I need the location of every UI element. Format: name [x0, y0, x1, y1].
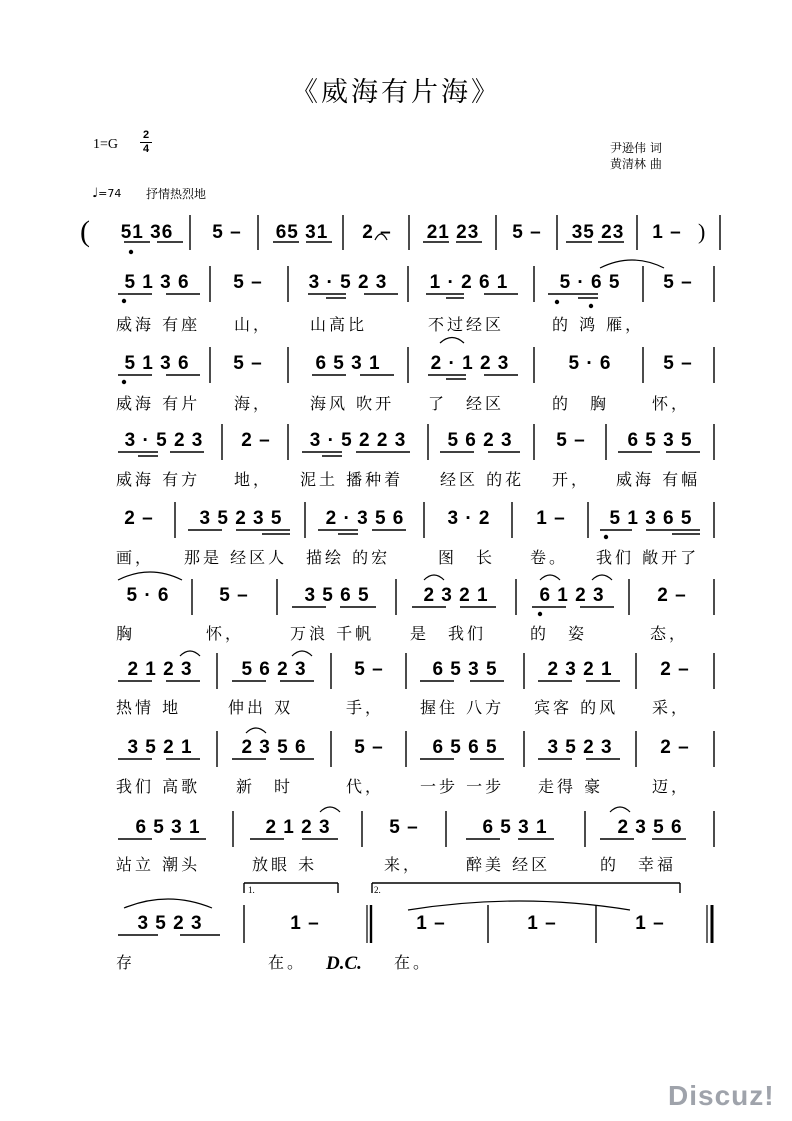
lyric: 握住 八方: [420, 698, 505, 717]
measure: 2 3 5 6: [241, 737, 307, 758]
lyric: 放眼 未: [252, 855, 318, 874]
measure: 5 –: [389, 817, 419, 838]
measure: 2 –: [362, 222, 392, 243]
measure: 5 · 6: [568, 353, 612, 374]
lyric: 山高比: [310, 315, 368, 334]
measure: 5 –: [556, 430, 586, 451]
measure: 6 5 3 1: [135, 817, 201, 838]
measure: 5 –: [663, 353, 693, 374]
measure: 5 · 6 5: [559, 272, 621, 293]
repeat-paren-left: (: [80, 215, 90, 248]
composer: 黄清林 曲: [610, 157, 662, 171]
measure: 2 –: [660, 737, 690, 758]
measure: 1 –: [536, 508, 566, 529]
measure: 5 –: [233, 353, 263, 374]
repeat-paren-right: ): [698, 219, 706, 244]
measure: 21 23: [426, 222, 480, 243]
lyric: 迈，: [652, 777, 691, 796]
lyric: 经区 的花: [440, 470, 525, 489]
measure: 3 · 5 2 3: [124, 430, 204, 451]
credits: [610, 140, 662, 172]
da-capo-mark: D.C.: [326, 953, 362, 974]
lyric: 在。: [394, 953, 433, 972]
measure: 3 5 2 1: [127, 737, 193, 758]
measure: 1 –: [290, 913, 320, 934]
lyric: 胸: [116, 624, 136, 643]
measure: 6 5 3 1: [315, 353, 381, 374]
lyric: 站立 潮头: [116, 855, 201, 874]
lyric: 威海 有幅: [616, 470, 701, 489]
lyric: 卷。: [530, 548, 569, 567]
lyric: 怀，: [206, 624, 245, 643]
key-signature: 1=G: [93, 137, 119, 152]
measure: 1 –: [416, 913, 446, 934]
lyric: 的 鸿 雁，: [552, 315, 645, 334]
lyricist: 尹逊伟 词: [610, 141, 662, 155]
measure: 3 · 5 2 3: [308, 272, 388, 293]
measure: 2 · 3 5 6: [325, 508, 405, 529]
measure: 3 · 5 2 2 3: [309, 430, 407, 451]
lyric: 是 我们: [410, 624, 487, 643]
lyric: 宾客 的风: [534, 698, 619, 717]
tempo-marking: ♩=74: [92, 186, 122, 201]
quarter-note-icon: ♩: [92, 186, 99, 201]
lyric: 在。: [268, 953, 307, 972]
measure: 2 3 2 1: [423, 585, 489, 606]
lyric: 不过经区: [428, 315, 505, 334]
lyric: 的 幸福: [600, 855, 677, 874]
lyric: 新 时: [236, 777, 294, 796]
measure: 5 1 3 6: [124, 272, 190, 293]
measure: 6 5 3 1: [482, 817, 548, 838]
measure: 2 –: [124, 508, 154, 529]
measure: 35 23: [571, 222, 625, 243]
lyric: 手，: [346, 698, 385, 717]
measure: 3 · 2: [447, 508, 491, 529]
lyric: 采，: [652, 698, 691, 717]
measure: 5 6 2 3: [447, 430, 513, 451]
measure: 5 –: [354, 659, 384, 680]
measure: 5 –: [663, 272, 693, 293]
measure: 51 36: [120, 222, 174, 243]
lyric: 那是 经区人: [184, 548, 288, 567]
volta-1-label: 1.: [248, 885, 255, 895]
measure: 2 · 1 2 3: [430, 353, 510, 374]
lyric: 的 胸: [552, 394, 610, 413]
measure: 5 –: [233, 272, 263, 293]
lyric: 开，: [552, 470, 591, 489]
lyric: 海，: [234, 394, 273, 413]
lyric: 威海 有座: [116, 315, 201, 334]
measure: 2 3 2 1: [547, 659, 613, 680]
lyric: 泥土 播种着: [300, 470, 404, 489]
measure: 5 –: [512, 222, 542, 243]
measure: 2 –: [241, 430, 271, 451]
lyric: 醉美 经区: [466, 855, 551, 874]
lyric: 我们 敞开了: [596, 548, 700, 567]
lyric: 了 经区: [428, 394, 505, 413]
lyric: 威海 有方: [116, 470, 201, 489]
measure: 5 6 2 3: [241, 659, 307, 680]
lyric: 威海 有片: [116, 394, 201, 413]
time-signature: 2 4: [140, 130, 152, 155]
lyric: 伸出 双: [228, 698, 294, 717]
measure: 5 · 6: [126, 585, 170, 606]
lyric: 怀，: [652, 394, 691, 413]
lyric: 描绘 的宏: [306, 548, 391, 567]
slurs: [118, 234, 664, 910]
measure: 6 1 2 3: [539, 585, 605, 606]
measure: 1 –: [527, 913, 557, 934]
lyric: 来，: [384, 855, 423, 874]
measure: 5 1 3 6: [124, 353, 190, 374]
measure: 5 –: [354, 737, 384, 758]
lyric: 海风 吹开: [310, 394, 395, 413]
measure: 3 5 2 3: [547, 737, 613, 758]
measure: 3 5 2 3: [137, 913, 203, 934]
lyric: 山，: [234, 315, 273, 334]
lyric: 存: [116, 953, 136, 972]
measure: 3 5 2 3 5: [199, 508, 283, 529]
lyric: 画，: [116, 548, 155, 567]
lyric: 图 长: [438, 548, 496, 567]
watermark-logo: Discuz!: [668, 1080, 775, 1111]
lyric: 态，: [650, 624, 689, 643]
measure: 65 31: [275, 222, 329, 243]
lyric: 我们 高歌: [116, 777, 201, 796]
measure: 1 · 2 6 1: [429, 272, 509, 293]
measure: 1 –: [635, 913, 665, 934]
expression-marking: 抒情热烈地: [146, 187, 207, 201]
lyric: 的 姿: [530, 624, 588, 643]
lyric: 代，: [346, 777, 385, 796]
measure: 6 5 6 5: [432, 737, 498, 758]
lyric: 走得 豪: [538, 777, 604, 796]
measure: 2 1 2 3: [127, 659, 193, 680]
lyric: 一步 一步: [420, 777, 505, 796]
measure: 2 1 2 3: [265, 817, 331, 838]
lyric: 万浪 千帆: [290, 624, 375, 643]
lyric: 热情 地: [116, 698, 182, 717]
measure: 5 –: [219, 585, 249, 606]
measure: 6 5 3 5: [627, 430, 693, 451]
lyric: 地，: [234, 470, 273, 489]
measure: 5 –: [212, 222, 242, 243]
measure: 5 1 3 6 5: [609, 508, 693, 529]
measure: 2 3 5 6: [617, 817, 683, 838]
measure: 2 –: [660, 659, 690, 680]
measure: 3 5 6 5: [304, 585, 370, 606]
volta-2-label: 2.: [374, 885, 381, 895]
measure: 1 –: [652, 222, 682, 243]
measure: 6 5 3 5: [432, 659, 498, 680]
song-title: 《威海有片海》: [291, 77, 501, 108]
measure: 2 –: [657, 585, 687, 606]
